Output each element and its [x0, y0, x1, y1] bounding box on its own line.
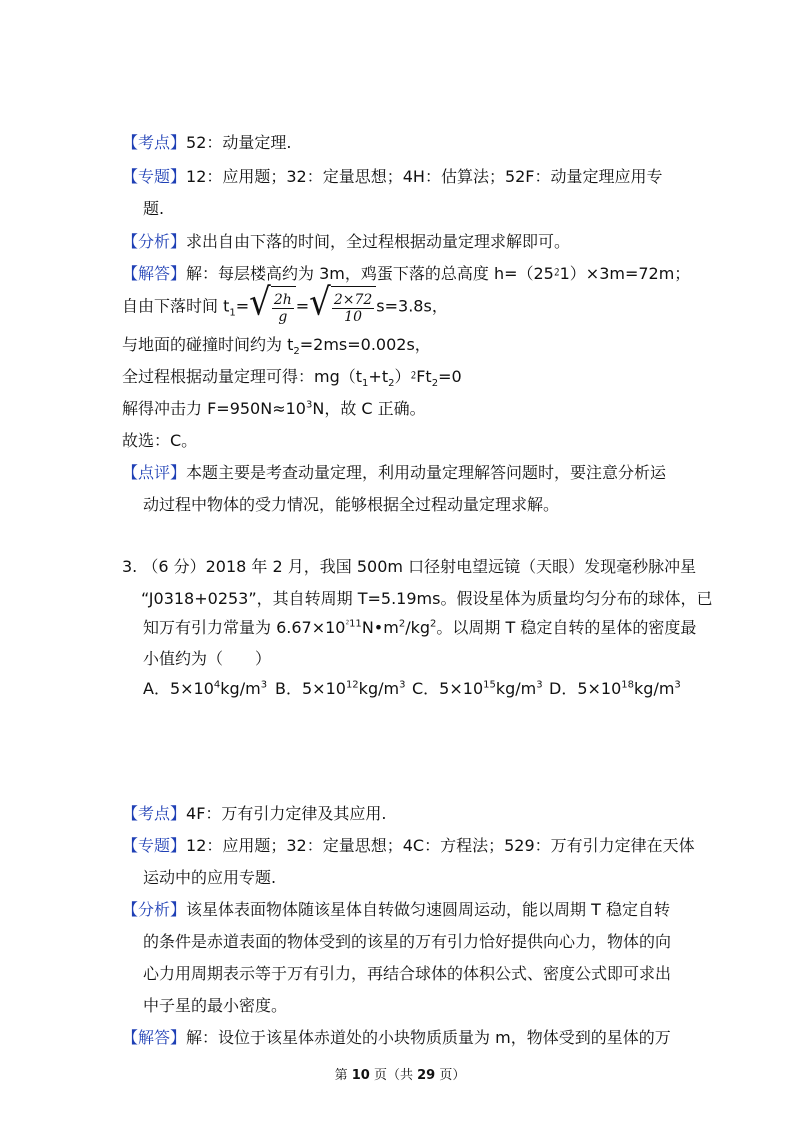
collide-post: =2ms=0.002s，: [299, 335, 431, 354]
fenxi-line: [122, 231, 570, 253]
q3-fenxi-tag: 【分析】: [122, 900, 187, 919]
option-b-sup2: 3: [399, 679, 406, 691]
sqrt-2h-over-g: √ $\frac{2h}{g}$: [249, 286, 296, 328]
frac-num-1: 2h: [273, 292, 292, 308]
page-footer: [0, 1064, 800, 1083]
option-d-sup2: 3: [674, 679, 681, 691]
q3-line4: 小值约为（ ）: [143, 649, 272, 668]
option-d-pre: D．5×10: [549, 679, 622, 698]
q3-zhuanti-text: 12：应用题；32：定量思想；4C：方程法；529：万有引力定律在天体: [186, 836, 695, 855]
option-c-sup2: 3: [536, 679, 543, 691]
q3-zhuanti-line: [122, 835, 695, 857]
momentum-mid: +t: [368, 367, 389, 386]
force-post: N，故 C 正确。: [312, 399, 426, 418]
q3-fenxi-cont2: 心力用周期表示等于万有引力，再结合球体的体积公式、密度公式即可求出: [143, 964, 672, 983]
option-c: [412, 678, 543, 700]
q3-jieda-text: 解：设位于该星体赤道处的小块物质质量为 m，物体受到的星体的万: [186, 1028, 671, 1047]
option-a-sup: 4: [213, 679, 221, 691]
option-d-unit: kg/m: [634, 679, 675, 698]
option-b-pre: B．5×10: [275, 679, 346, 698]
momentum-s3: 2: [431, 378, 439, 390]
q3-kaodian-tag: 【考点】: [122, 804, 187, 823]
fall-pre: 自由下落时间 t: [122, 296, 230, 316]
jieda-tag: 【解答】: [122, 264, 187, 283]
option-b-sup: 12: [345, 679, 359, 691]
option-c-unit: kg/m: [495, 679, 537, 698]
kaodian-line: [122, 132, 291, 154]
collide-pre: 与地面的碰撞时间约为 t: [122, 335, 294, 354]
dianping-cont: 动过程中物体的受力情况，能够根据全过程动量定理求解。: [143, 495, 560, 514]
q3-line3-sup3: 2: [430, 618, 437, 630]
dianping-line: [122, 462, 666, 484]
kaodian-tag: 【考点】: [122, 133, 187, 152]
q3-zhuanti-tag: 【专题】: [122, 836, 187, 855]
q3-line3: [143, 617, 696, 639]
option-c-sup: 15: [483, 679, 496, 691]
collide-line: [122, 334, 431, 356]
sqrt-2x72-over-10: √ $\frac{2\times 72}{10}$: [309, 286, 376, 328]
zhuanti-tag: 【专题】: [122, 167, 187, 186]
momentum-mid2: ）⁲Ft: [394, 367, 432, 386]
dianping-tag: 【点评】: [122, 463, 187, 482]
zhuanti-line: [122, 166, 663, 188]
option-a-pre: A．5×10: [143, 679, 214, 698]
collide-sub: 2: [293, 346, 300, 358]
fall-time-line: [122, 280, 448, 328]
q3-line3-mid: N•m: [361, 618, 399, 637]
page-total: 29: [417, 1068, 436, 1083]
frac-den-1: g: [278, 309, 288, 325]
q3-jieda-tag: 【解答】: [122, 1028, 187, 1047]
zhuanti-text: 12：应用题；32：定量思想；4H：估算法；52F：动量定理应用专: [186, 167, 663, 186]
fenxi-tag: 【分析】: [122, 232, 187, 251]
option-a-unit: kg/m: [220, 679, 261, 698]
fall-eq1: =: [235, 296, 250, 316]
fall-post: s=3.8s，: [376, 296, 448, 316]
q3-line3-pre: 知万有引力常量为 6.67×10: [143, 618, 346, 637]
footer-post: 页）: [435, 1068, 466, 1083]
option-b-unit: kg/m: [358, 679, 400, 698]
q3-fenxi-cont3: 中子星的最小密度。: [143, 996, 288, 1015]
frac-num-2: 2×72: [333, 292, 373, 308]
dianping-text: 本题主要是考查动量定理，利用动量定理解答问题时，要注意分析运: [186, 463, 667, 482]
q3-fenxi-text: 该星体表面物体随该星体自转做匀速圆周运动，能以周期 T 稳定自转: [186, 900, 670, 919]
fenxi-text: 求出自由下落的时间，全过程根据动量定理求解即可。: [186, 232, 571, 251]
q3-kaodian-line: [122, 803, 387, 825]
momentum-s1: 1: [362, 378, 369, 390]
momentum-post: =0: [438, 367, 462, 386]
frac-den-2: 10: [344, 309, 362, 325]
momentum-line: [122, 366, 462, 388]
force-line: [122, 398, 426, 420]
option-d-sup: 18: [621, 679, 635, 691]
kaodian-text: 52：动量定理.: [186, 133, 292, 152]
footer-pre: 第: [334, 1068, 352, 1083]
option-a: [143, 678, 267, 700]
q3-fenxi-cont1: 的条件是赤道表面的物体受到的该星的万有引力恰好提供向心力，物体的向: [143, 932, 672, 951]
q3-jieda-line: [122, 1027, 671, 1049]
q3-fenxi-line: [122, 899, 670, 921]
momentum-pre: 全过程根据动量定理可得：mg（t: [122, 367, 363, 386]
q3-line3-post: 。以周期 T 稳定自转的星体的密度最: [436, 618, 697, 637]
q3-line3-sup2: 2: [398, 618, 406, 630]
fall-sub: 1: [229, 307, 236, 319]
zhuanti-cont: 题.: [143, 199, 165, 218]
q3-kaodian-text: 4F：万有引力定律及其应用.: [186, 804, 387, 823]
footer-mid: 页（共: [369, 1068, 418, 1083]
fall-eq2: =: [295, 296, 310, 316]
choose-line: 故选：C。: [122, 431, 198, 450]
q3-line3-mid2: /kg: [405, 618, 430, 637]
q3-line3-sup: ⁲11: [345, 618, 362, 630]
q3-zhuanti-cont: 运动中的应用专题.: [143, 868, 277, 887]
q3-line2: “J0318+0253”，其自转周期 T=5.19ms。假设星体为质量均匀分布的球体，已: [141, 589, 713, 608]
q3-line1: 3. （6 分）2018 年 2 月，我国 500m 口径射电望远镜（天眼）发现毫秒脉冲星: [122, 557, 697, 576]
option-b: [275, 678, 405, 700]
option-d: [549, 678, 681, 700]
jieda-text: 解：每层楼高约为 3m，鸡蛋下落的总高度 h=（25⁲1）×3m=72m；: [186, 264, 691, 283]
option-a-sup2: 3: [260, 679, 268, 691]
momentum-s2: 2: [388, 378, 395, 390]
jieda-line: [122, 263, 690, 285]
force-sup: 3: [305, 399, 313, 411]
force-pre: 解得冲击力 F=950N≈10: [122, 399, 306, 418]
option-c-pre: C．5×10: [412, 679, 484, 698]
page-number: 10: [351, 1068, 370, 1083]
